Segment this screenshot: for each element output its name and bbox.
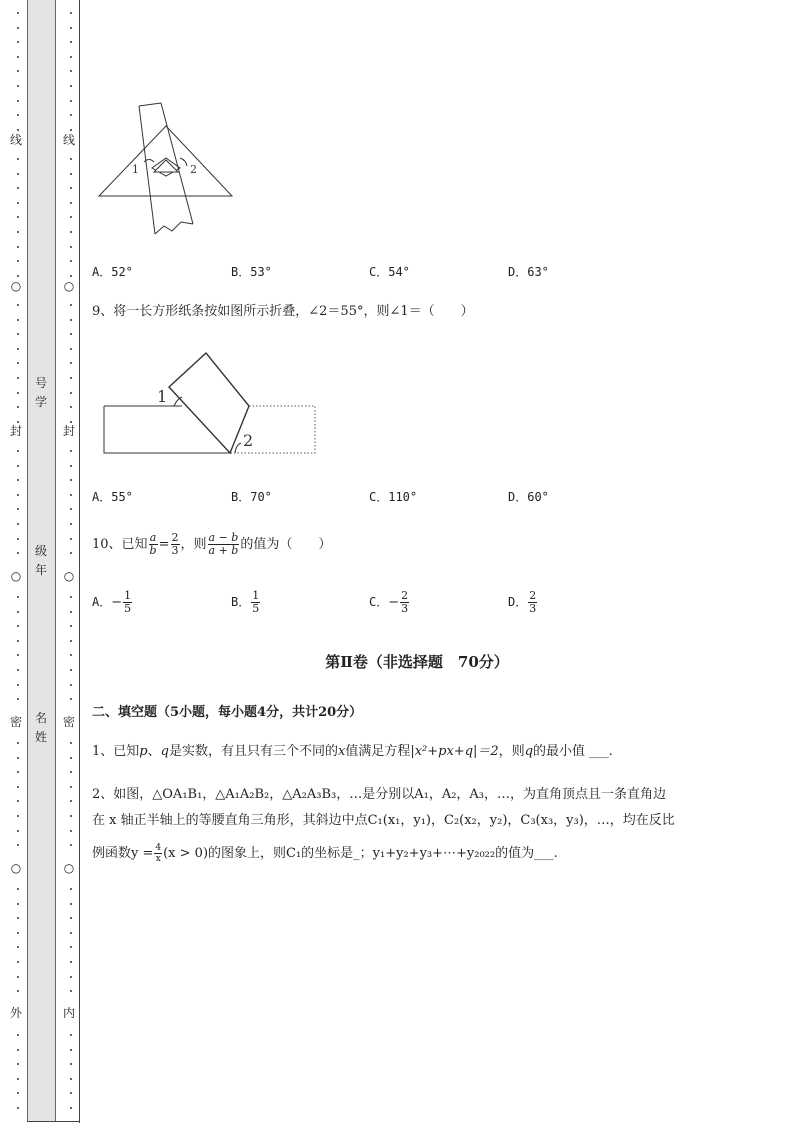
cut-line-dot: [17, 333, 19, 335]
cut-line-dot: [70, 1078, 72, 1080]
cut-line-dot: [17, 903, 19, 905]
cut-line-dot: [70, 158, 72, 160]
part-two-title: 第Ⅱ卷（非选择题 70分）: [325, 653, 509, 671]
cut-line-dot: [70, 800, 72, 802]
left-mark-feng: 封: [9, 424, 22, 438]
cut-line-dot: [17, 932, 19, 934]
cut-line-dot: [17, 41, 19, 43]
cut-line-dot: [17, 450, 19, 452]
cut-line-dot: [17, 523, 19, 525]
cut-line-dot: [70, 1034, 72, 1036]
q8-option-d[interactable]: D．63°: [508, 265, 549, 279]
cut-line-dot: [17, 231, 19, 233]
cut-line-dot: [70, 538, 72, 540]
q9-stem: 9、将一长方形纸条按如图所示折叠，∠2＝55°，则∠1＝（ ）: [92, 304, 474, 319]
cut-line-dot: [70, 611, 72, 613]
left-mark-wai: 外: [9, 1006, 22, 1020]
cut-line-dot: [17, 815, 19, 817]
cut-line-dot: [17, 70, 19, 72]
left-dotted-cut-line: [14, 0, 24, 1123]
left-mark-circle: ○: [10, 569, 22, 583]
cut-line-dot: [70, 786, 72, 788]
cut-line-dot: [17, 888, 19, 890]
cut-line-dot: [17, 216, 19, 218]
q10-given-fraction: $\frac{a}{b}$: [149, 531, 157, 557]
cut-line-dot: [17, 757, 19, 759]
cut-line-dot: [70, 1092, 72, 1094]
fill2-line2: 在 x 轴正半轴上的等腰直角三角形，其斜边中点C₁(x₁，y₁)，C₂(x₂，y₂)，C₃(x₃，y₃)，…，均在反比: [92, 813, 675, 828]
cut-line-dot: [70, 333, 72, 335]
cut-line-dot: [17, 27, 19, 29]
q8-figure: [96, 100, 236, 238]
cut-line-dot: [17, 946, 19, 948]
cut-line-dot: [17, 246, 19, 248]
cut-line-dot: [17, 830, 19, 832]
cut-line-dot: [70, 932, 72, 934]
cut-line-dot: [70, 173, 72, 175]
cut-line-dot: [70, 377, 72, 379]
cut-line-dot: [17, 187, 19, 189]
left-mark-circle: ○: [10, 279, 22, 293]
cut-line-dot: [70, 946, 72, 948]
cut-line-dot: [70, 684, 72, 686]
cut-line-dot: [70, 596, 72, 598]
q8-option-a[interactable]: A．52°: [92, 265, 133, 279]
cut-line-dot: [17, 625, 19, 627]
cut-line-dot: [17, 1107, 19, 1109]
cut-line-dot: [17, 319, 19, 321]
q10-stem: [92, 530, 331, 560]
binding-line: [79, 0, 80, 1123]
cut-line-dot: [70, 552, 72, 554]
cut-line-dot: [17, 786, 19, 788]
cut-line-dot: [70, 742, 72, 744]
q10-option-a[interactable]: A．− $\frac{1}{5}$: [92, 589, 132, 615]
cut-line-dot: [17, 173, 19, 175]
cut-line-dot: [17, 1049, 19, 1051]
cut-line-dot: [70, 246, 72, 248]
cut-line-dot: [17, 421, 19, 423]
cut-line-dot: [17, 56, 19, 58]
cut-line-dot: [17, 684, 19, 686]
cut-line-dot: [70, 1063, 72, 1065]
cut-line-dot: [17, 538, 19, 540]
cut-line-dot: [70, 362, 72, 364]
cut-line-dot: [17, 100, 19, 102]
q9-angle-1-label: 1: [157, 387, 168, 406]
right-mark-mi: 密: [62, 715, 75, 729]
left-mark-mi: 密: [9, 715, 22, 729]
cut-line-dot: [70, 100, 72, 102]
cut-line-dot: [70, 1107, 72, 1109]
right-mark-feng: 封: [62, 424, 75, 438]
cut-line-dot: [70, 757, 72, 759]
cut-line-dot: [70, 12, 72, 14]
q10-option-b[interactable]: B． $\frac{1}{5}$: [231, 589, 260, 615]
cut-line-dot: [70, 990, 72, 992]
cut-line-dot: [17, 260, 19, 262]
cut-line-dot: [17, 508, 19, 510]
right-mark-circle: ○: [63, 569, 75, 583]
cut-line-dot: [70, 202, 72, 204]
cut-line-dot: [17, 976, 19, 978]
cut-line-dot: [17, 202, 19, 204]
cut-line-dot: [70, 903, 72, 905]
cut-line-dot: [17, 611, 19, 613]
cut-line-dot: [17, 304, 19, 306]
cut-line-dot: [70, 231, 72, 233]
cut-line-dot: [17, 640, 19, 642]
q9-option-d[interactable]: D．60°: [508, 490, 549, 504]
q10-option-c[interactable]: C．− $\frac{2}{3}$: [369, 589, 409, 615]
cut-line-dot: [70, 260, 72, 262]
cut-line-dot: [70, 348, 72, 350]
q10-option-d[interactable]: D． $\frac{2}{3}$: [508, 589, 537, 615]
q10-prefix: 10、已知: [92, 537, 148, 552]
cut-line-dot: [17, 698, 19, 700]
q8-option-c[interactable]: C．54°: [369, 265, 410, 279]
cut-line-dot: [17, 990, 19, 992]
right-mark-circle: ○: [63, 861, 75, 875]
cut-line-dot: [70, 27, 72, 29]
cut-line-dot: [70, 421, 72, 423]
cut-line-dot: [70, 771, 72, 773]
q8-option-b[interactable]: B．53°: [231, 265, 272, 279]
cut-line-dot: [70, 216, 72, 218]
cut-line-dot: [70, 640, 72, 642]
cut-line-dot: [17, 771, 19, 773]
field-label-grade: 级 年: [34, 544, 47, 577]
cut-line-dot: [70, 56, 72, 58]
cut-line-dot: [70, 494, 72, 496]
cut-line-dot: [70, 508, 72, 510]
q9-option-b[interactable]: B．70°: [231, 490, 272, 504]
cut-line-dot: [70, 625, 72, 627]
cut-line-dot: [70, 304, 72, 306]
cut-line-dot: [70, 523, 72, 525]
cut-line-dot: [70, 70, 72, 72]
cut-line-dot: [70, 888, 72, 890]
cut-line-dot: [70, 114, 72, 116]
q9-option-c[interactable]: C．110°: [369, 490, 418, 504]
cut-line-dot: [17, 844, 19, 846]
cut-line-dot: [17, 158, 19, 160]
cut-line-dot: [17, 1034, 19, 1036]
field-label-name: 名 姓: [34, 711, 47, 744]
cut-line-dot: [70, 392, 72, 394]
q10-expression-fraction: $\frac{a - b}{a + b}$: [208, 531, 239, 557]
cut-line-dot: [17, 362, 19, 364]
cut-line-dot: [70, 275, 72, 277]
right-mark-circle: ○: [63, 279, 75, 293]
right-mark-nei: 内: [62, 1006, 75, 1020]
cut-line-dot: [17, 917, 19, 919]
cut-line-dot: [17, 406, 19, 408]
cut-line-dot: [17, 85, 19, 87]
cut-line-dot: [17, 129, 19, 131]
q9-figure: [102, 350, 320, 458]
cut-line-dot: [70, 830, 72, 832]
right-dotted-cut-line: [67, 0, 77, 1123]
cut-line-dot: [17, 465, 19, 467]
cut-line-dot: [70, 479, 72, 481]
cut-line-dot: [70, 187, 72, 189]
cut-line-dot: [17, 800, 19, 802]
cut-line-dot: [17, 275, 19, 277]
cut-line-dot: [70, 85, 72, 87]
cut-line-dot: [17, 348, 19, 350]
q8-angle-1-label: 1: [132, 163, 139, 176]
q10-equals: =: [158, 537, 170, 552]
cut-line-dot: [70, 406, 72, 408]
cut-line-dot: [70, 917, 72, 919]
right-mark-xian: 线: [62, 133, 75, 147]
q8-angle-2-label: 2: [190, 163, 197, 176]
fill1-text: 1、已知p、q是实数，有且只有三个不同的x值满足方程|x²+px+q|＝2，则q的最小值 ___.: [92, 744, 613, 759]
left-mark-circle: ○: [10, 861, 22, 875]
cut-line-dot: [17, 392, 19, 394]
q9-option-a[interactable]: A．55°: [92, 490, 133, 504]
cut-line-dot: [70, 976, 72, 978]
cut-line-dot: [17, 494, 19, 496]
cut-line-dot: [17, 114, 19, 116]
field-label-number: 号 学: [34, 376, 47, 409]
cut-line-dot: [70, 465, 72, 467]
cut-line-dot: [17, 377, 19, 379]
fill2-line3: 例函数y = $\frac{4}{x}$ (x > 0)的图象上，则C₁的坐标是_；y₁+y₂+y₃+⋯+y₂₀₂₂的值为___.: [92, 843, 558, 864]
fill-section-heading: 二、填空题（5小题，每小题4分，共计20分）: [92, 705, 363, 720]
cut-line-dot: [17, 742, 19, 744]
cut-line-dot: [17, 552, 19, 554]
cut-line-dot: [70, 961, 72, 963]
left-mark-xian: 线: [9, 133, 22, 147]
cut-line-dot: [70, 129, 72, 131]
cut-line-dot: [17, 1092, 19, 1094]
q10-mid: ，则: [180, 537, 207, 552]
cut-line-dot: [17, 12, 19, 14]
cut-line-dot: [70, 319, 72, 321]
cut-line-dot: [70, 844, 72, 846]
q10-suffix: 的值为（ ）: [240, 537, 332, 552]
cut-line-dot: [17, 479, 19, 481]
cut-line-dot: [17, 1078, 19, 1080]
cut-line-dot: [70, 1049, 72, 1051]
q9-angle-2-label: 2: [243, 431, 254, 450]
cut-line-dot: [70, 41, 72, 43]
cut-line-dot: [17, 1063, 19, 1065]
q10-value-fraction: $\frac{2}{3}$: [171, 531, 179, 557]
fill2-line1: 2、如图，△OA₁B₁，△A₁A₂B₂，△A₂A₃B₃，…是分别以A₁，A₂，A₃，…，为直角顶点且一条直角边: [92, 787, 667, 802]
cut-line-dot: [70, 698, 72, 700]
cut-line-dot: [70, 815, 72, 817]
cut-line-dot: [17, 596, 19, 598]
cut-line-dot: [17, 961, 19, 963]
cut-line-dot: [70, 450, 72, 452]
